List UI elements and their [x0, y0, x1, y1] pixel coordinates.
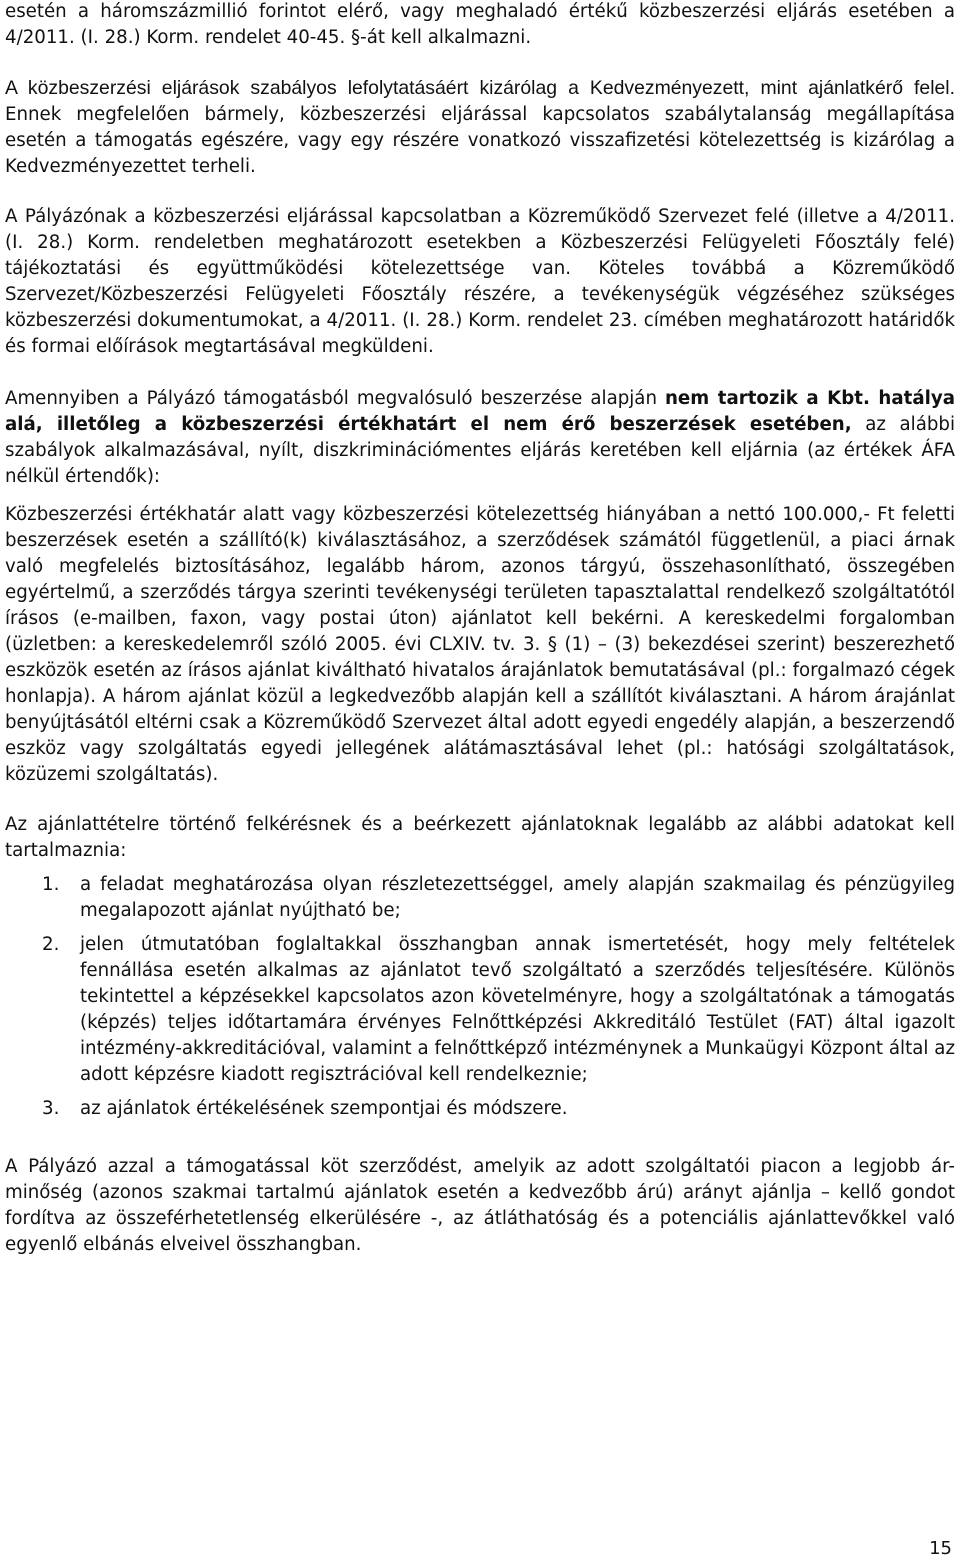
- paragraph-text: Közbeszerzési értékhatár alatt vagy közbeszerzési kötelezettség hiányában a nettó 100.000,- Ft feletti beszerzések esetén a szállító(k) kiválasztásához, a szerződések számától függetlenül, a piaci árnak való megfelelés biztosításához, legalább három, azonos tárgyú, összehasonlítható, összegében egyértelmű, a szerződés tárgya szerinti tevékenységi területen tapasztalattal rendelkező szolgáltatótól írásos (e-mailben, faxon, vagy postai úton) ajánlatot kell bekérni.: [5, 504, 955, 629]
- document-page: [5, 0, 955, 1258]
- paragraph-text: A kereskedelmi forgalomban (üzletben: a kereskedelemről szóló 2005. évi CLXIV. tv. 3. § (1) – (3) bekezdései szerint) beszerezhető eszközök esetén az írásos ajánlat kiváltható hivatalos árajánlatok bemutatásával (pl.: forgalmazó cégek honlapja).: [5, 608, 955, 707]
- paragraph-procurement-threshold: [5, 0, 955, 51]
- paragraph-text: rendeletben meghatározott esetekben a Közbeszerzési Felügyeleti Főosztály felé) tájékoztatási és együttműködési kötelezettsége van.: [5, 232, 955, 279]
- list-item: [5, 872, 955, 924]
- paragraph-three-offers-rule: [5, 502, 955, 788]
- paragraph-text: címében meghatározott határidők és formai előírások megtartásával megküldeni.: [5, 310, 955, 357]
- paragraph-text: az alábbi szabályok alkalmazásával, nyílt, diszkriminációmentes eljárás keretében kell eljárnia (az értékek ÁFA nélkül értendők):: [5, 414, 955, 487]
- paragraph-text: Amennyiben a Pályázó támogatásból megvalósuló beszerzése alapján: [5, 388, 665, 409]
- page-number: 15: [929, 1538, 952, 1559]
- paragraph-text: A Pályázó azzal a támogatással köt szerződést, amelyik az adott szolgáltatói piacon a legjobb ár-minőség (azonos szakmai tartalmú ajánlatok esetén a kedvezőbb árú) arányt ajánlja – kellő gondot fordítva az összeférhetetlenség elkerülésére -, az átláthatóság és a potenciális ajánlattevőkkel való egyenlő elbánás elveivel összhangban.: [5, 1156, 955, 1255]
- bold-text: hatálya alá, illetőleg a közbeszerzési értékhatárt el nem érő beszerzések esetében,: [5, 388, 955, 435]
- paragraph-text: Az ajánlattételre történő felkérésnek és a beérkezett ajánlatoknak legalább az alábbi adatokat kell tartalmaznia:: [5, 814, 955, 861]
- paragraph-text-arial: A közbeszerzési eljárások szabályos lefolytatásáért kizárólag a Kedvezményezett, mint ajánlatkérő felel.: [5, 77, 955, 99]
- paragraph-text: A Pályázónak a közbeszerzési eljárással kapcsolatban a Közreműködő Szervezet felé (illetve a 4/2011. (I. 28.) Korm.: [5, 206, 955, 253]
- paragraph-below-threshold: [5, 386, 955, 490]
- paragraph-text: Köteles továbbá a Közreműködő Szervezet/Közbeszerzési Felügyeleti Főosztály részére, a tevékenységük végzéséhez szükséges közbeszerzési dokumentumokat, a 4/2011. (I. 28.) Korm. rendelet 23.: [5, 258, 955, 331]
- list-item-number: 1.: [42, 874, 60, 895]
- list-item: [5, 1096, 955, 1122]
- bold-text: nem tartozik a Kbt.: [664, 388, 870, 409]
- paragraph-information-obligation: [5, 204, 955, 360]
- paragraph-beneficiary-responsibility: [5, 75, 955, 180]
- list-item-text: az ajánlatok értékelésének szempontjai és módszere.: [80, 1098, 568, 1119]
- list-item-number: 3.: [42, 1098, 60, 1119]
- paragraph-text: Ennek megfelelően bármely, közbeszerzési eljárással kapcsolatos szabálytalanság megállapítása esetén a támogatás egészére, vagy egy részére vonatkozó visszafizetési kötelezettség is kizárólag a Kedvezményezettet terheli.: [5, 104, 955, 177]
- paragraph-text: esetén a háromszázmillió forintot elérő, vagy meghaladó értékű közbeszerzési eljárás esetében a 4/2011. (I. 28.) Korm. rendelet 40-45. §-át kell alkalmazni.: [5, 1, 955, 48]
- offer-requirements-list: [5, 872, 955, 1122]
- list-item-text: a feladat meghatározása olyan részletezettséggel, amely alapján szakmailag és pénzügyileg megalapozott ajánlat nyújtható be;: [80, 874, 955, 921]
- paragraph-offer-contents-intro: [5, 812, 955, 864]
- list-item-text: jelen útmutatóban foglaltakkal összhangban annak ismertetését, hogy mely feltételek fennállása esetén alkalmas az ajánlatot tevő szolgáltató a szerződés teljesítésére. Különös tekintettel a képzésekkel kapcsolatos azon követelményre, hogy a szolgáltatónak a támogatás (képzés) teljes időtartamára érvényes Felnőttképzési Akkreditáló Testület (FAT) által igazolt intézmény-akkreditációval, valamint a felnőttképző intézménynek a Munkaügyi Központ által az adott képzésre kiadott regisztrációval kell rendelkeznie;: [80, 934, 955, 1085]
- paragraph-text: A három ajánlat közül a legkedvezőbb alapján kell a szállítót kiválasztani. A három árajánlat benyújtásától eltérni csak a Közreműködő Szervezet által adott egyedi engedély alapján, a beszerzendő eszköz vagy szolgáltatás egyedi jellegének alátámasztásával lehet (pl.: hatósági szolgáltatások, közüzemi szolgáltatás).: [5, 686, 955, 785]
- list-item-number: 2.: [42, 934, 60, 955]
- paragraph-best-value: [5, 1154, 955, 1258]
- list-item: [5, 932, 955, 1088]
